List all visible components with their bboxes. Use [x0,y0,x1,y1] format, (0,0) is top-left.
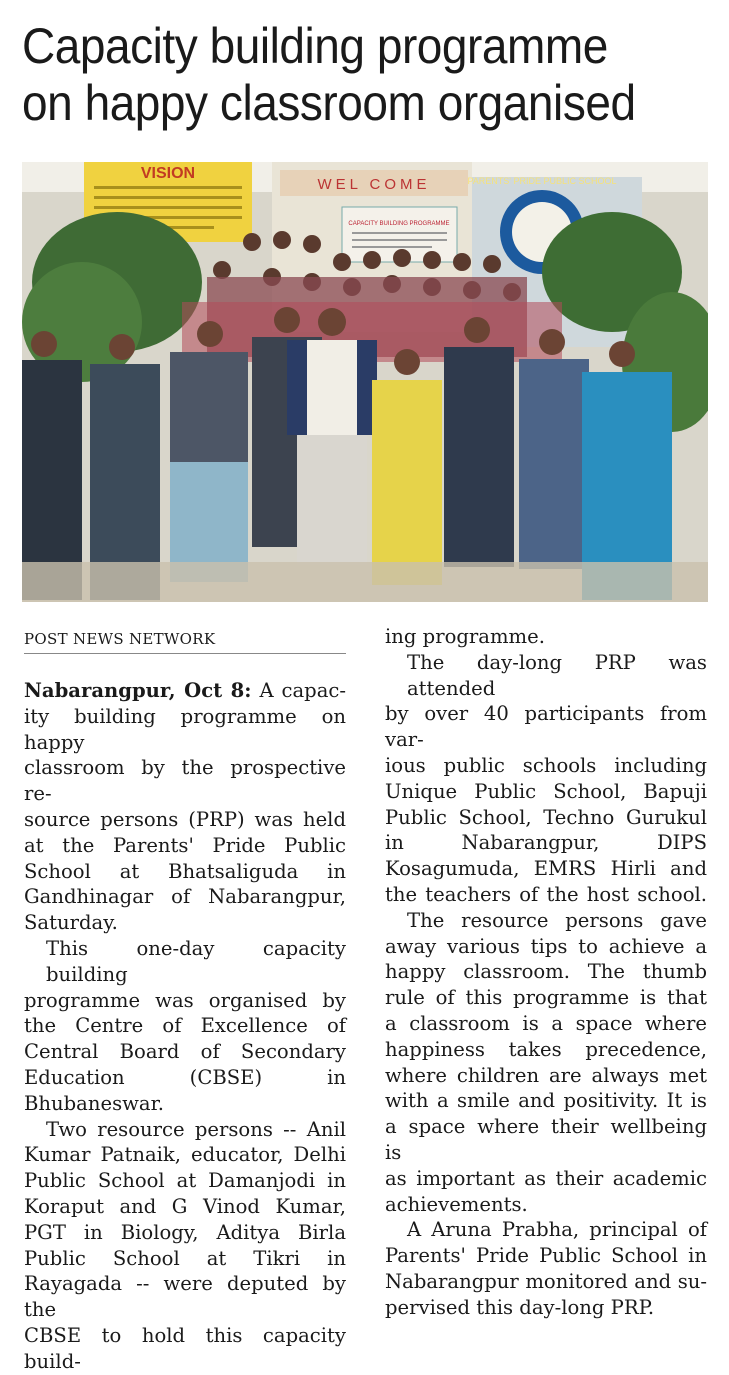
headline-line-2: on happy classroom organised [22,75,636,131]
text-line: The day-long PRP was attended [407,650,707,700]
paragraph-2 [24,936,346,1117]
text-line: in Nabarangpur, DIPS [385,831,707,855]
text-line: ity building programme on happy [24,704,346,754]
text-line: rule of this programme is that [385,986,707,1010]
text-line: programme was organised by [24,988,346,1012]
article-column-2 [385,624,707,1321]
paragraph-3-continued [385,624,707,650]
byline: POST NEWS NETWORK [24,630,216,648]
text-line: Nabarangpur monitored and su- [385,1269,707,1293]
text-line: with a smile and positivity. It is [385,1089,707,1113]
group-photo [22,162,708,602]
text-line: by over 40 participants from var- [385,702,707,752]
text-line: A capac- [251,679,346,702]
text-line: School at Bhatsaliguda in [24,859,346,883]
paragraph-4 [385,650,707,908]
text-line: Kumar Patnaik, educator, Delhi [24,1143,346,1167]
dateline: Nabarangpur, Oct 8: [24,679,252,702]
paragraph-1 [24,678,346,936]
text-line: Parents' Pride Public School in [385,1244,707,1268]
group-photo-illustration [22,162,708,602]
article-column-1 [24,678,346,1375]
text-line: Saturday. [24,911,118,935]
text-line: Rayagada -- were deputed by the [24,1272,346,1322]
text-line: A Aruna Prabha, principal of [407,1218,707,1242]
text-line: PGT in Biology, Aditya Birla [24,1220,346,1244]
text-line: happy classroom. The thumb [385,960,707,984]
text-line: Public School at Damanjodi in [24,1169,346,1193]
headline-line-1: Capacity building programme [22,18,608,74]
text-line: as important as their academic [385,1166,707,1190]
banner-welcome-text: WEL COME [317,176,431,193]
paragraph-3 [24,1117,346,1375]
text-line: pervised this day-long PRP. [385,1295,655,1319]
byline-divider [24,653,346,654]
paragraph-6 [385,1217,707,1320]
banner-school-text: PARENTS' PRIDE PUBLIC SCHOOL [467,176,617,186]
text-line: the Centre of Excellence of [24,1014,346,1038]
text-line: Kosagumuda, EMRS Hirli and [385,857,707,881]
text-line: This one-day capacity building [46,936,346,986]
text-line: achievements. [385,1192,528,1216]
text-line: Koraput and G Vinod Kumar, [24,1194,346,1218]
text-line: Public School at Tikri in [24,1246,346,1270]
text-line: a classroom is a space where [385,1011,707,1035]
text-line: where children are always met [385,1063,707,1087]
text-line: happiness takes precedence, [385,1037,707,1061]
banner-programme-text: CAPACITY BUILDING PROGRAMME [348,221,450,227]
text-line: Gandhinagar of Nabarangpur, [24,885,346,909]
text-line: Bhubaneswar. [24,1091,165,1115]
headline [22,18,657,132]
text-line: a space where their wellbeing is [385,1115,707,1164]
text-line: ious public schools including [385,753,707,777]
text-line: the teachers of the host school. [385,882,707,906]
banner-vision-text: VISION [140,165,196,182]
text-line: CBSE to hold this capacity build- [24,1323,346,1373]
text-line: Education (CBSE) in [24,1065,346,1089]
text-line: source persons (PRP) was held [24,807,346,831]
text-line: away various tips to achieve a [385,934,707,958]
text-line: The resource persons gave [407,908,707,932]
text-line: Public School, Techno Gurukul [385,805,707,829]
text-line: Central Board of Secondary [24,1040,346,1064]
text-line: Unique Public School, Bapuji [385,779,707,803]
paragraph-5 [385,908,707,1218]
text-line: at the Parents' Pride Public [24,833,346,857]
text-line: Two resource persons -- Anil [46,1117,346,1141]
text-line: classroom by the prospective re- [24,756,346,806]
text-line: ing programme. [385,625,545,648]
